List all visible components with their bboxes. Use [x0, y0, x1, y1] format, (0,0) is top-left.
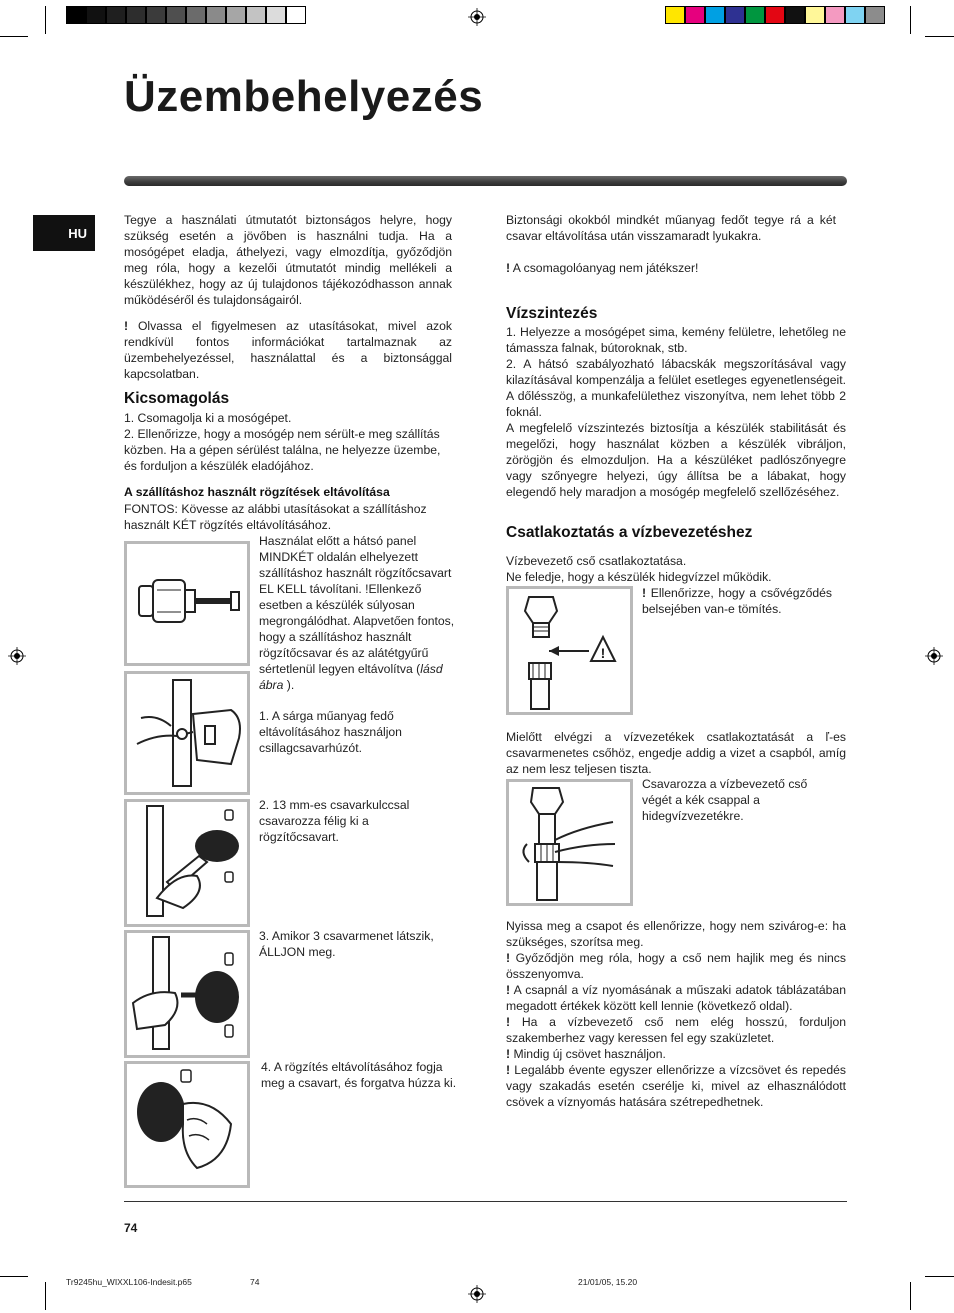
- warning-mark: !: [124, 319, 129, 333]
- screw-hose-illustration: [506, 779, 633, 906]
- note-item: ! Győződjön meg róla, hogy a cső nem hajlik meg és nincs összenyomva.: [506, 951, 846, 981]
- packaging-warning: ! A csomagolóanyag nem játékszer!: [506, 261, 699, 275]
- hose-gasket-illustration: [506, 586, 633, 715]
- leveling-heading: Vízszintezés: [506, 305, 598, 322]
- language-tab: HU: [33, 215, 95, 251]
- transport-bolts-heading: A szállításhoz használt rögzítések eltávolítása: [124, 485, 390, 499]
- registration-mark-icon: [468, 8, 486, 26]
- crop-mark: [0, 1276, 28, 1277]
- footer-file-name: Tr9245hu_WIXXL106-Indesit.p65: [66, 1277, 192, 1287]
- page-number: 74: [124, 1221, 138, 1235]
- read-instructions-warning: ! Olvassa el figyelmesen az utasításokat, mivel azok rendkívül fontos információkat tartalmaznak az üzembehelyezéssel, használattal és a biztonsággal kapcsolatban.: [124, 319, 452, 381]
- crop-mark: [910, 6, 911, 34]
- crop-mark: [910, 1282, 911, 1310]
- color-swatch-bar: [665, 6, 885, 24]
- warning-mark: !: [506, 1015, 511, 1029]
- crop-mark: [0, 36, 28, 37]
- safety-caps-text: Biztonsági okokból mindkét műanyag fedőt tegye rá a két csavar eltávolítása után visszamaradt lyukakra.: [506, 213, 836, 243]
- transport-bolts-detail: Használat előtt a hátsó panel MINDKÉT oldalán elhelyezett szállításhoz használt rögzítőcsavart EL KELL távolítani. !Ellenkező esetben a készülék súlyosan megrongálódhat. Alapvetően fontos, hogy a szállításhoz használt rögzítőcsavar és az alátétgyűrű sértetlenül legyen eltávolítva (lásd ábra ).: [259, 534, 455, 692]
- step-4-text: 4. A rögzítés eltávolításához fogja meg a csavart, és forgatva húzza ki.: [261, 1060, 457, 1090]
- crop-mark: [45, 1282, 46, 1310]
- crop-mark: [45, 6, 46, 34]
- note-item: ! A csapnál a víz nyomásának a műszaki adatok táblázatában megadott értékek között kell lennie (következő oldal).: [506, 983, 846, 1013]
- warning-mark: !: [506, 1063, 511, 1077]
- unpacking-heading: Kicsomagolás: [124, 390, 230, 407]
- footer-page: 74: [250, 1277, 260, 1287]
- transport-bolt-illustration: [124, 541, 250, 666]
- footer-date: 21/01/05, 15.20: [578, 1277, 638, 1287]
- note-item: ! Legalább évente egyszer ellenőrizze a vízcsövet és repedés vagy szakadás esetén cserélje ki, mivel az elhasználódott csövek a víznyomás hatására szétrepedhetnek.: [506, 1063, 846, 1109]
- crop-mark: [925, 1276, 954, 1277]
- warning-mark: !: [506, 261, 511, 275]
- flush-tap-text: Mielőtt elvégzi a vízvezetékek csatlakoztatását a ľ-es csavarmenetes csőhöz, engedje addig a vizet a csapból, amíg az nem lesz teljesen tiszta.: [506, 730, 846, 776]
- note-item: ! Mindig új csövet használjon.: [506, 1047, 666, 1061]
- unpacking-text: 1. Csomagolja ki a mosógépet. 2. Ellenőrizze, hogy a mosógép nem sérült-e meg szállítás közben. Ha a gépen sérülést találna, ne helyezze üzembe, és forduljon a készülék eladójához.: [124, 411, 441, 473]
- svg-text:!: !: [600, 645, 606, 661]
- pull-out-bolt-illustration: [124, 1061, 250, 1188]
- water-connection-text: Vízbevezető cső csatlakoztatása. Ne feledje, hogy a készülék hidegvízzel működik.: [506, 554, 772, 584]
- water-connection-heading: Csatlakoztatás a vízbevezetéshez: [506, 524, 753, 541]
- warning-mark: !: [506, 983, 511, 997]
- title-divider-bar: [124, 176, 847, 186]
- gasket-warning: ! Ellenőrizze, hogy a csővégződés belsejében van-e tömítés.: [642, 586, 832, 616]
- grayscale-swatch-bar: [66, 6, 306, 24]
- warning-mark: !: [642, 586, 647, 600]
- open-tap-text: Nyissa meg a csapot és ellenőrizze, hogy nem szivárog-e: ha szükséges, szorítsa meg.: [506, 919, 846, 949]
- registration-mark-icon: [8, 647, 26, 665]
- leveling-text: 1. Helyezze a mosógépet sima, kemény felületre, lehetőleg ne támassza falnak, bútoroknak, stb. 2. A hátsó szabályozható lábacskák megszorításával vagy kilazításával kompenzálja a felület esetleges egyenetlenségeit. A dőlésszög, a munkafelülethez viszonyítva, nem lehet több 2 foknál. A megfelelő vízszintezés biztosítja a készülék stabilitását és megelőzi, hogy használat közben a készülék vibráljon, zörögjön és elmozduljon. Ha a készüléket padlószőnyegre vagy szőnyegre helyezi, úgy állítsa be a lábakat, hogy elegendő hely maradjon a mosógép megfelelő szellőzéséhez.: [506, 325, 846, 499]
- step-3-text: 3. Amikor 3 csavarmenet látszik, ÁLLJON meg.: [259, 929, 434, 959]
- note-item: ! Ha a vízbevezető cső nem elég hosszú, forduljon szakemberhez vagy keressen fel egy szaküzletet.: [506, 1015, 846, 1045]
- step-1-text: 1. A sárga műanyag fedő eltávolításához használjon csillagcsavarhúzót.: [259, 709, 402, 755]
- bolt-threads-illustration: [124, 930, 250, 1058]
- registration-mark-icon: [925, 647, 943, 665]
- screw-hose-text: Csavarozza a vízbevezető cső végét a kék csappal a hidegvízvezetékre.: [642, 777, 808, 823]
- footer-divider: [124, 1201, 847, 1202]
- warning-mark: !: [506, 1047, 511, 1061]
- registration-mark-icon: [468, 1285, 486, 1303]
- wrench-bolt-illustration: [124, 799, 250, 927]
- intro-paragraph: Tegye a használati útmutatót biztonságos helyre, hogy szükség esetén a jövőben is használni tudja. Ha a mosógépet eladja, áthelyezi, vagy elmozdítja, győződjön meg róla, hogy a kezelői útmutatót mindig mellékeli a készülékhez, hogy az új tulajdonos tájékozódhasson annak működéséről és tulajdonságairól.: [124, 213, 452, 307]
- page-title: Üzembehelyezés: [124, 72, 484, 121]
- transport-bolts-intro: FONTOS: Kövesse az alábbi utasításokat a szállításhoz használt KÉT rögzítés eltávolításához.: [124, 502, 427, 532]
- warning-mark: !: [506, 951, 511, 965]
- step-2-text: 2. 13 mm-es csavarkulccsal csavarozza félig ki a rögzítőcsavart.: [259, 798, 410, 844]
- hose-notes: [506, 950, 846, 1110]
- crop-mark: [925, 36, 954, 37]
- remove-cover-illustration: [124, 671, 250, 795]
